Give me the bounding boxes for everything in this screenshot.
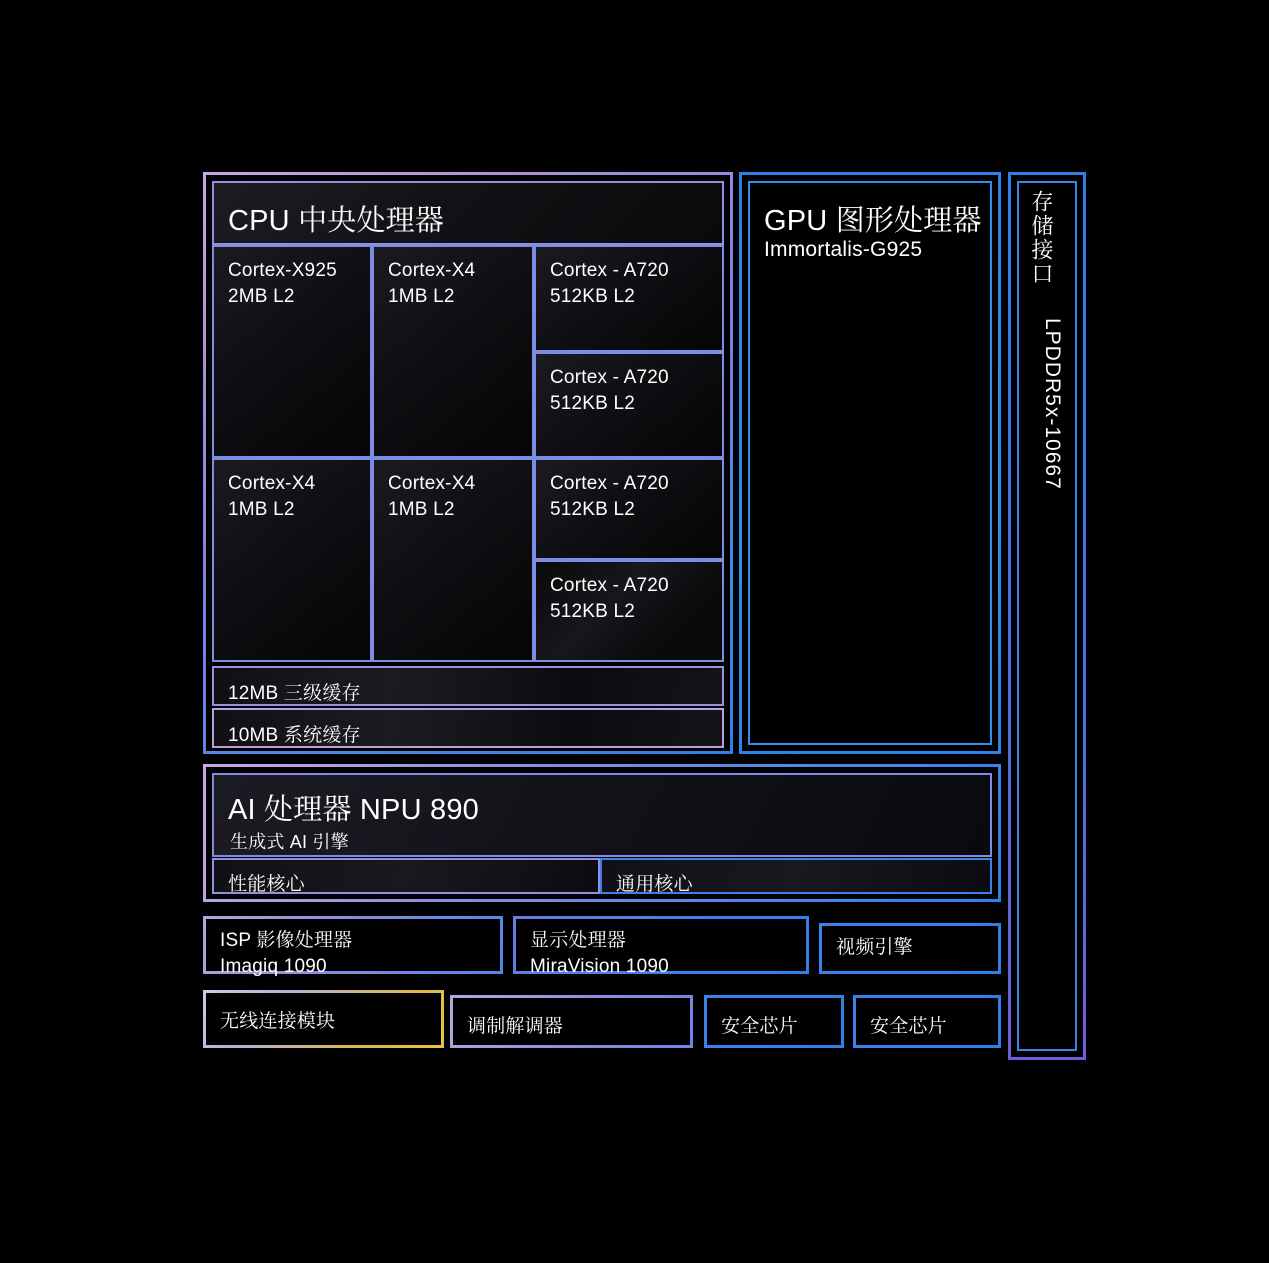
- video-engine-label: 视频引擎: [836, 937, 913, 958]
- npu-subtitle: 生成式 AI 引擎: [230, 832, 349, 852]
- display-processor-label: 显示处理器 MiraVision 1090: [530, 930, 669, 977]
- cpu-core-block: [212, 245, 372, 458]
- modem-block: [450, 995, 693, 1048]
- cpu-core-block: [534, 560, 724, 662]
- npu-general-core-label: 通用核心: [616, 874, 693, 895]
- memory-title: 存储接口: [1029, 190, 1054, 286]
- cpu-core-block: [534, 458, 724, 560]
- cpu-system-cache: [212, 708, 724, 748]
- cpu-core-label: Cortex-X4 1MB L2: [388, 473, 476, 520]
- cpu-system-cache-label: 10MB 系统缓存: [228, 725, 361, 746]
- npu-performance-core-label: 性能核心: [228, 874, 305, 895]
- cpu-core-label: Cortex-X925 2MB L2: [228, 260, 337, 307]
- isp-label: ISP 影像处理器 Imagiq 1090: [220, 930, 353, 977]
- display-processor-block: [513, 916, 809, 977]
- isp-block: [203, 916, 503, 977]
- gpu-block: [748, 181, 992, 745]
- wireless-module-label: 无线连接模块: [220, 1011, 336, 1032]
- npu-performance-core: [212, 858, 600, 894]
- gpu-model: Immortalis-G925: [764, 238, 923, 261]
- cpu-core-label: Cortex - A720 512KB L2: [550, 260, 669, 307]
- security-chip-block: [853, 995, 1001, 1048]
- npu-title: AI 处理器 NPU 890: [228, 794, 479, 826]
- cpu-title: CPU 中央处理器: [228, 205, 445, 237]
- cpu-core-block: [212, 458, 372, 662]
- cpu-core-label: Cortex - A720 512KB L2: [550, 367, 669, 414]
- security-chip-label: 安全芯片: [721, 1016, 798, 1037]
- npu-header: [212, 773, 992, 857]
- cpu-core-block: [372, 458, 534, 662]
- video-engine-block: [819, 923, 1001, 974]
- security-chip-block: [704, 995, 844, 1048]
- memory-spec: LPDDR5x-10667: [1041, 318, 1064, 490]
- modem-label: 调制解调器: [467, 1016, 564, 1037]
- security-chip-label: 安全芯片: [870, 1016, 947, 1037]
- gpu-title: GPU 图形处理器: [764, 205, 982, 237]
- cpu-core-label: Cortex - A720 512KB L2: [550, 575, 669, 622]
- cpu-core-label: Cortex - A720 512KB L2: [550, 473, 669, 520]
- cpu-core-block: [534, 245, 724, 352]
- cpu-l3-cache: [212, 666, 724, 706]
- cpu-core-label: Cortex-X4 1MB L2: [388, 260, 476, 307]
- cpu-core-label: Cortex-X4 1MB L2: [228, 473, 316, 520]
- npu-general-core: [600, 858, 992, 894]
- cpu-core-block: [534, 352, 724, 458]
- cpu-header: [212, 181, 724, 245]
- wireless-module-block: [203, 990, 444, 1048]
- memory-block: [1017, 181, 1077, 1051]
- cpu-l3-cache-label: 12MB 三级缓存: [228, 683, 361, 704]
- cpu-core-block: [372, 245, 534, 458]
